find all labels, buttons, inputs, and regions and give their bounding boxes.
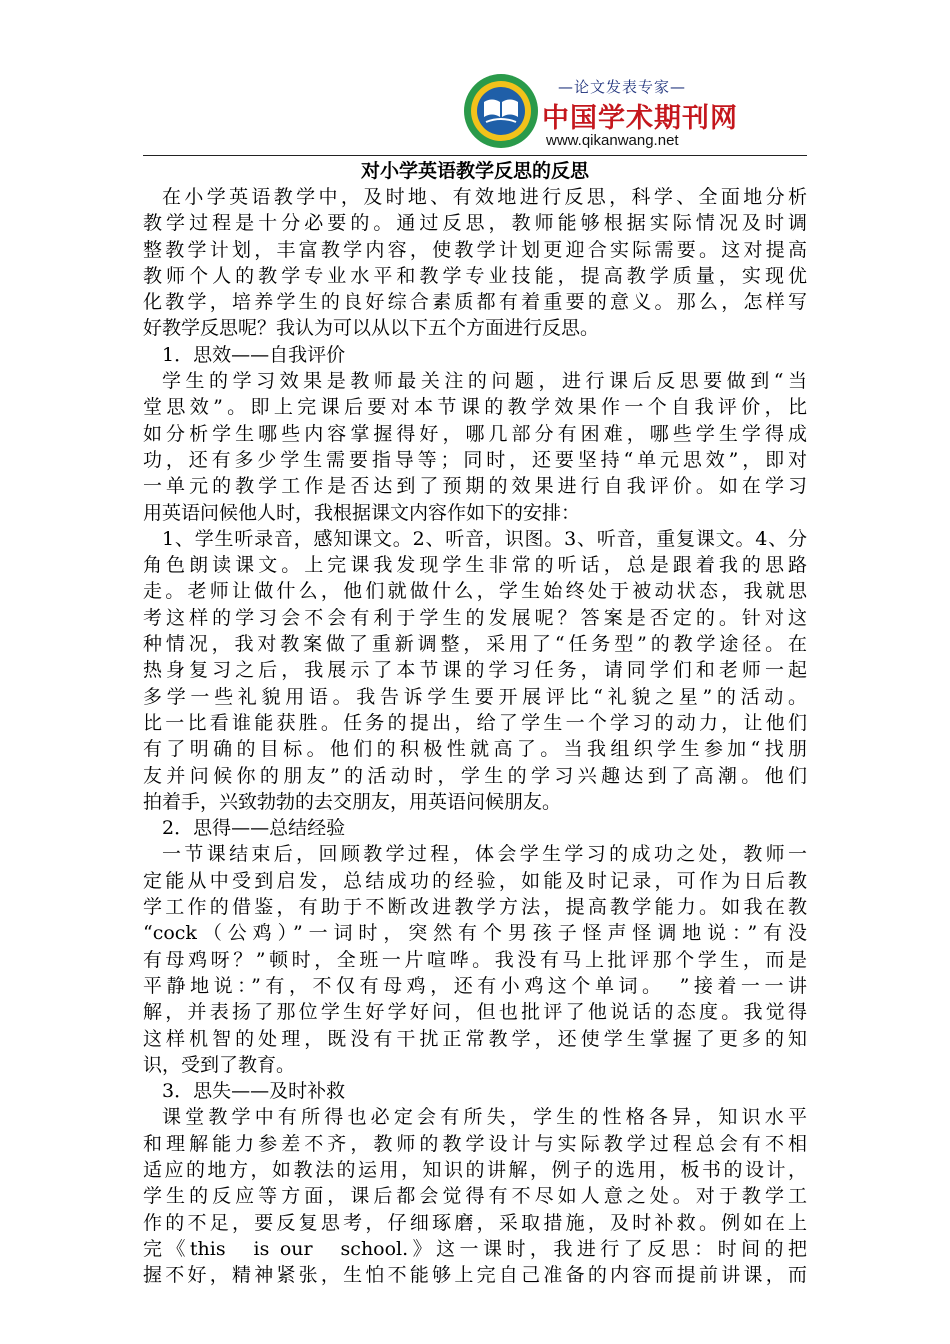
body-line: 整教学计划，丰富教学内容，使教学计划更迎合实际需要。这对提高	[143, 238, 807, 261]
section-heading: 1．思效——自我评价	[162, 343, 346, 366]
body-line: 多学一些礼貌用语。我告诉学生要开展评比“礼貌之星”的活动。	[143, 685, 807, 708]
body-line: 学工作的借鉴，有助于不断改进教学方法，提高教学能力。如我在教	[143, 896, 807, 919]
body-line: 友并问候你的朋友”的活动时，学生的学习兴趣达到了高潮。他们	[143, 764, 807, 787]
body-line: 解，并表扬了那位学生好学好问，但也批评了他说话的态度。我觉得	[143, 1001, 807, 1024]
body-line: 和理解能力参差不齐，教师的教学设计与实际教学过程总会有不相	[143, 1132, 807, 1155]
body-line: 考这样的学习会不会有利于学生的发展呢？答案是否定的。针对这	[143, 606, 807, 629]
article-title: 对小学英语教学反思的反思	[360, 160, 589, 182]
body-line: 学生的学习效果是教师最关注的问题，进行课后反思要做到“当	[162, 370, 807, 393]
body-line: 教师个人的教学专业水平和教学专业技能，提高教学质量，实现优	[143, 264, 807, 287]
body-line: “cock（公鸡）”一词时，突然有个男孩子怪声怪调地说：”有没	[143, 922, 807, 945]
body-line: 课堂教学中有所得也必定会有所失，学生的性格各异，知识水平	[162, 1106, 807, 1129]
brand-url: www.qikanwang.net	[546, 132, 679, 149]
body-line: 走。老师让做什么，他们就做什么，学生始终处于被动状态，我就思	[143, 580, 807, 603]
body-line: 一节课结束后，回顾教学过程，体会学生学习的成功之处，教师一	[162, 843, 807, 866]
brand-name: 中国学术期刊网	[542, 103, 738, 134]
body-line: 化教学，培养学生的良好综合素质都有着重要的意义。那么，怎样写	[143, 291, 807, 314]
body-line: 如分析学生哪些内容掌握得好，哪几部分有困难，哪些学生学得成	[143, 422, 807, 445]
brand-slogan: —论文发表专家—	[558, 78, 687, 96]
publisher-logo	[462, 70, 738, 154]
book-globe-seal-icon	[462, 72, 540, 150]
body-line: 功，还有多少学生需要指导等；同时，还要坚持“单元思效”，即对	[143, 448, 807, 471]
body-line: 适应的地方，如教法的运用，知识的讲解，例子的选用，板书的设计，	[143, 1158, 807, 1181]
body-line: 角色朗读课文。上完课我发现学生非常的听话，总是跟着我的思路	[143, 554, 807, 577]
body-line: 一单元的教学工作是否达到了预期的效果进行自我评价。如在学习	[143, 475, 807, 498]
body-line: 有了明确的目标。他们的积极性就高了。当我组织学生参加“找朋	[143, 738, 807, 761]
body-line: 这样机智的处理，既没有干扰正常教学，还使学生掌握了更多的知	[143, 1027, 807, 1050]
body-line: 堂思效”。即上完课后要对本节课的教学效果作一个自我评价，比	[143, 396, 807, 419]
body-line: 1、学生听录音，感知课文。2、听音，识图。3、听音，重复课文。4、分	[162, 527, 807, 550]
body-line: 平静地说：”有，不仅有母鸡，还有小鸡这个单词。 ”接着一一讲	[143, 974, 807, 997]
body-line: 拍着手，兴致勃勃的去交朋友，用英语问候朋友。	[143, 790, 562, 813]
body-line: 教学过程是十分必要的。通过反思，教师能够根据实际情况及时调	[143, 212, 807, 235]
body-line: 热身复习之后，我展示了本节课的学习任务，请同学们和老师一起	[143, 659, 807, 682]
section-heading: 2．思得——总结经验	[162, 817, 346, 840]
body-line: 握不好，精神紧张，生怕不能够上完自己准备的内容而提前讲课，而	[143, 1264, 807, 1287]
body-line: 识，受到了教育。	[143, 1053, 296, 1076]
body-line: 定能从中受到启发，总结成功的经验，如能及时记录，可作为日后教	[143, 869, 807, 892]
section-heading: 3．思失——及时补救	[162, 1080, 346, 1103]
body-line: 完《this is our school.》这一课时，我进行了反思：时间的把	[143, 1237, 807, 1260]
body-line: 比一比看谁能获胜。任务的提出，给了学生一个学习的动力，让他们	[143, 711, 807, 734]
body-line: 好教学反思呢？我认为可以从以下五个方面进行反思。	[143, 317, 600, 340]
body-line: 作的不足，要反复思考，仔细琢磨，采取措施，及时补救。例如在上	[143, 1211, 807, 1234]
article-body	[143, 184, 807, 1288]
body-line: 种情况，我对教案做了重新调整，采用了“任务型”的教学途径。在	[143, 633, 807, 656]
body-line: 用英语问候他人时，我根据课文内容作如下的安排：	[143, 501, 581, 524]
body-line: 有母鸡呀？”顿时，全班一片喧哗。我没有马上批评那个学生，而是	[143, 948, 807, 971]
header-rule	[143, 155, 807, 156]
body-line: 在小学英语教学中，及时地、有效地进行反思，科学、全面地分析	[162, 186, 807, 208]
body-line: 学生的反应等方面，课后都会觉得有不尽如人意之处。对于教学工	[143, 1185, 807, 1208]
